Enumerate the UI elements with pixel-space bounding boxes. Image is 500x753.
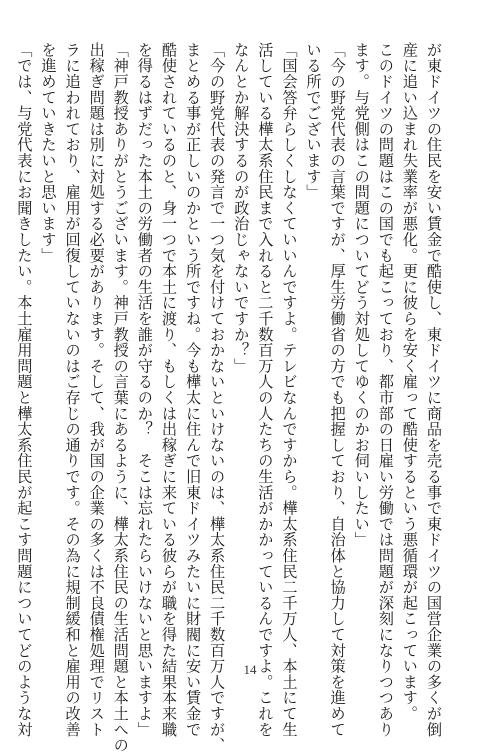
text-line: このドイツの問題はこの国でも起こっており、都市部の日雇い労働では問題が深刻になりつつあり [376,42,395,738]
text-line: が東ドイツの住民を安い賃金で酷使し、東ドイツに商品を売る事で東ドイツの国営企業の多くが倒 [425,42,443,738]
text-line: ラに追われており、雇用が回復していないのはご存じの通りです。その為に規制緩和と雇用の改善 [63,42,82,738]
text-line: まとめる事が正しいのかという所ですね。今も樺太に住んで旧東ドイツみたいに財閥に安い賃金で [184,42,203,738]
text-line: 「では、与党代表にお聞きしたい。本土雇用問題と樺太系住民が起こす問題についてどのような対 [15,42,34,738]
text-line: 活している樺太系住民まで入れると二千数百万人の人たちの生活がかかっているんですよ。これを [256,42,275,738]
text-line: 出稼ぎ問題は別に対処する必要があります。そして、我が国の企業の多くは不良債権処理でリスト [87,42,106,738]
text-line: 産に追い込まれ失業率が悪化。更に彼らを安く雇って酷使するという悪循環が起こっています。 [400,42,419,722]
text-line: ます。与党側はこの問題についてどう対処してゆくのかお伺いしたい」 [352,42,371,548]
page-number: 14 [243,662,257,677]
text-line: 「今の野党代表の発言で一つ気を付けておかないといけないのは、樺太系住民二千数百万人ですが、 [208,42,227,753]
text-line: 「神戸教授ありがとうございます。神戸教授の言葉にあるように、樺太系住民の生活問題と本土への [111,42,130,753]
text-line: 酷使されているのと、身一つで本土に渡り、もしくは出稼ぎに来ている彼らが職を得た結果本来職 [159,42,178,738]
text-line: を進めていきたいと思います」 [39,42,58,264]
text-line: を得るはずだった本土の労働者の生活を誰が守るのか？ そこは忘れたらいけないと思いますよ」 [135,42,154,738]
text-line: 「今の野党代表の言葉ですが、厚生労働省の方でも把握しており、自治体と協力して対策を進めて [328,42,347,738]
text-line: 「国会答弁らしくしなくていいんですよ。テレビなんですから。樺太系住民二千万人、本土にて生 [280,42,299,738]
text-line: なんとか解決するのが政治じゃないですか？」 [232,42,251,374]
text-line: いる所でございます」 [304,42,323,200]
